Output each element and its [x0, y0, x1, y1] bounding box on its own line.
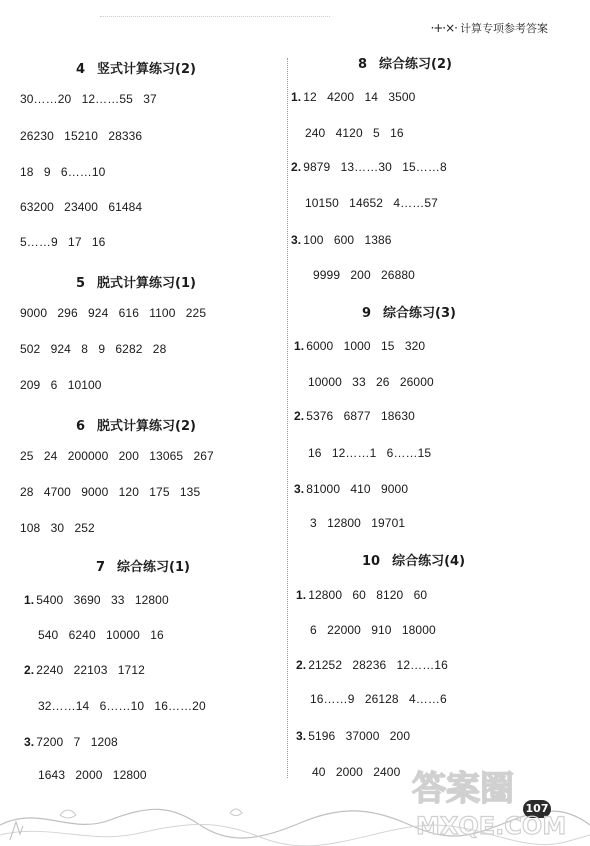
answer-row: 9000 296 924 616 1100 225 [20, 306, 207, 320]
section-title-text: 脱式计算练习(1) [97, 276, 196, 291]
answer-row: 40 2000 2400 [312, 765, 401, 779]
answer-row: 5……9 17 16 [20, 235, 106, 249]
answer-row: 1643 2000 12800 [38, 768, 147, 782]
top-rule [100, 16, 330, 17]
section-title-text: 综合练习(1) [117, 560, 190, 575]
answer-row: 1. 12800 60 8120 60 [296, 588, 428, 602]
answer-row: 25 24 200000 200 13065 267 [20, 449, 214, 463]
answer-row: 16 12……1 6……15 [308, 446, 432, 460]
answer-row: 209 6 10100 [20, 378, 102, 392]
section-title [96, 556, 190, 575]
section-title [76, 272, 196, 291]
answer-row: 2. 2240 22103 1712 [24, 663, 145, 677]
section-title-text: 脱式计算练习(2) [97, 419, 196, 434]
answer-row: 16……9 26128 4……6 [310, 692, 447, 706]
section-number: 6 [76, 419, 86, 434]
answer-row: 28 4700 9000 120 175 135 [20, 485, 201, 499]
answer-row: 2. 5376 6877 18630 [294, 409, 415, 423]
answer-row: 30……20 12……55 37 [20, 92, 157, 106]
section-title [76, 415, 196, 434]
answer-row: 540 6240 10000 16 [38, 628, 164, 642]
answer-row: 3. 81000 410 9000 [294, 482, 409, 496]
section-title-text: 竖式计算练习(2) [97, 62, 196, 77]
section-title [362, 550, 465, 569]
answer-row: 1. 6000 1000 15 320 [294, 339, 426, 353]
section-number: 9 [362, 306, 372, 321]
answer-row: 2. 21252 28236 12……16 [296, 658, 448, 672]
answer-row: 3. 7200 7 1208 [24, 735, 118, 749]
answer-row: 6 22000 910 18000 [310, 623, 436, 637]
answer-row: 26230 15210 28336 [20, 129, 143, 143]
answer-row: 2. 9879 13……30 15……8 [291, 160, 447, 174]
section-title-text: 综合练习(2) [379, 57, 452, 72]
answer-row: 9999 200 26880 [313, 268, 415, 282]
column-divider [287, 58, 288, 778]
section-number: 8 [358, 57, 368, 72]
answer-row: 18 9 6……10 [20, 165, 106, 179]
answer-row: 10000 33 26 26000 [308, 375, 434, 389]
watermark-logo [406, 760, 576, 840]
svg-text:MXQE.COM: MXQE.COM [416, 812, 567, 840]
answer-row: 32……14 6……10 16……20 [38, 699, 206, 713]
header-title [430, 20, 548, 36]
section-number: 5 [76, 276, 86, 291]
section-title [362, 302, 456, 321]
answer-row: 1. 12 4200 14 3500 [291, 90, 416, 104]
answer-row: 3 12800 19701 [310, 516, 406, 530]
section-title-text: 综合练习(4) [392, 554, 466, 569]
stars-icon: ·+·×· [430, 21, 457, 35]
section-title [76, 58, 196, 77]
section-title-text: 综合练习(3) [383, 306, 456, 321]
section-number: 4 [76, 62, 86, 77]
answer-row: 10150 14652 4……57 [305, 196, 438, 210]
svg-text:答案圈: 答案圈 [412, 769, 514, 809]
answer-row: 1. 5400 3690 33 12800 [24, 593, 169, 607]
answer-row: 63200 23400 61484 [20, 200, 143, 214]
answer-row: 3. 5196 37000 200 [296, 729, 411, 743]
section-title [358, 53, 452, 72]
answer-row: 3. 100 600 1386 [291, 233, 392, 247]
answer-row: 502 924 8 9 6282 28 [20, 342, 167, 356]
header-title-text: 计算专项参考答案 [460, 22, 548, 35]
page-number: 107 [523, 800, 551, 818]
answer-row: 108 30 252 [20, 521, 95, 535]
section-number: 10 [362, 554, 381, 569]
answer-row: 240 4120 5 16 [305, 126, 404, 140]
section-number: 7 [96, 560, 106, 575]
